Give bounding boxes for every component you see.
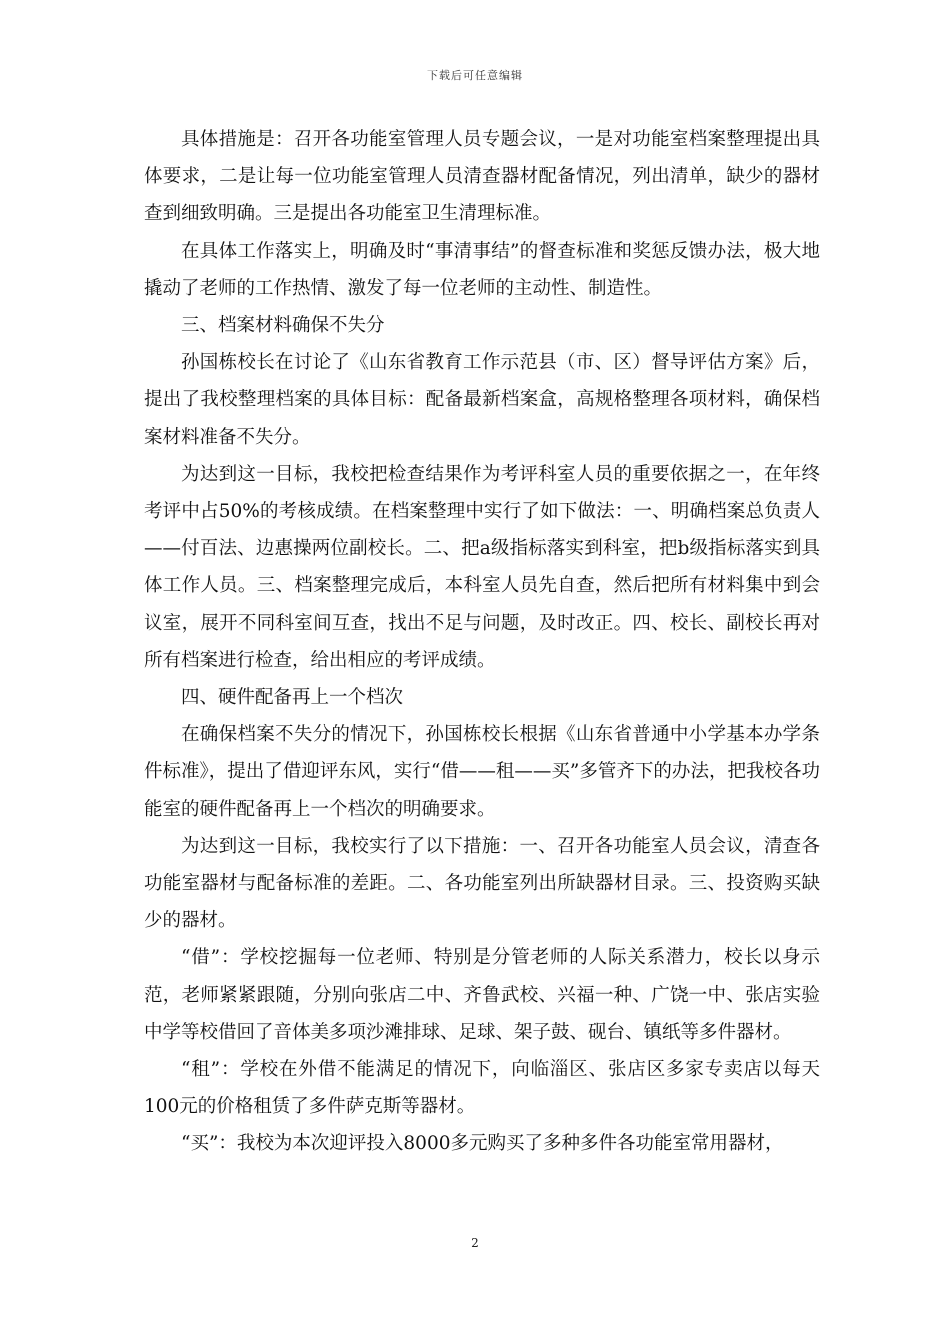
paragraph-hardware-goal: 在确保档案不失分的情况下，孙国栋校长根据《山东省普通中小学基本办学条件标准》，提出了借迎评东风，实行“借——租——买”多管齐下的办法，把我校各功能室的硬件配备再上一个档次的明确要求。 (144, 724, 820, 820)
section-heading-archives: 三、档案材料确保不失分 (181, 315, 385, 337)
paragraph-archive-goal: 孙国栋校长在讨论了《山东省教育工作示范县（市、区）督导评估方案》后，提出了我校整理档案的具体目标：配备最新档案盒，高规格整理各项材料，确保档案材料准备不失分。 (144, 352, 820, 448)
paragraph-rent: “租”：学校在外借不能满足的情况下，向临淄区、张店区多家专卖店以每天100元的价格租赁了多件萨克斯等器材。 (144, 1059, 820, 1118)
paragraph-hardware-measures: 为达到这一目标，我校实行了以下措施：一、召开各功能室人员会议，清查各功能室器材与配备标准的差距。二、各功能室列出所缺器材目录。三、投资购买缺少的器材。 (144, 835, 820, 932)
document-body (144, 121, 820, 1163)
paragraph-measures: 具体措施是：召开各功能室管理人员专题会议，一是对功能室档案整理提出具体要求，二是让每一位功能室管理人员清查器材配备情况，列出清单，缺少的器材查到细致明确。三是提出各功能室卫生清理标准。 (144, 129, 820, 225)
section-heading-hardware: 四、硬件配备再上一个档次 (181, 687, 404, 709)
paragraph-borrow: “借”：学校挖掘每一位老师、特别是分管老师的人际关系潜力，校长以身示范，老师紧紧跟随，分别向张店二中、齐鲁武校、兴福一种、广饶一中、张店实验中学等校借回了音体美多项沙滩排球、足球、架子鼓、砚台、镇纸等多件器材。 (144, 947, 820, 1043)
paragraph-buy: “买”：我校为本次迎评投入8000多元购买了多种多件各功能室常用器材， (181, 1133, 784, 1155)
paragraph-implementation: 在具体工作落实上，明确及时“事清事结”的督查标准和奖惩反馈办法，极大地撬动了老师的工作热情、激发了每一位老师的主动性、制造性。 (144, 240, 820, 299)
page-header: 下载后可任意编辑 (427, 69, 523, 82)
page-number: 2 (471, 1236, 479, 1250)
paragraph-archive-method: 为达到这一目标，我校把检查结果作为考评科室人员的重要依据之一，在年终考评中占50%的考核成绩。在档案整理中实行了如下做法：一、明确档案总负责人——付百法、边惠操两位副校长。二、把a级指标落实到科室，把b级指标落实到具体工作人员。三、档案整理完成后，本科室人员先自查，然后把所有材料集中到会议室，展开不同科室间互查，找出不足与问题，及时改正。四、校长、副校长再对所有档案进行检查，给出相应的考评成绩。 (144, 463, 820, 671)
